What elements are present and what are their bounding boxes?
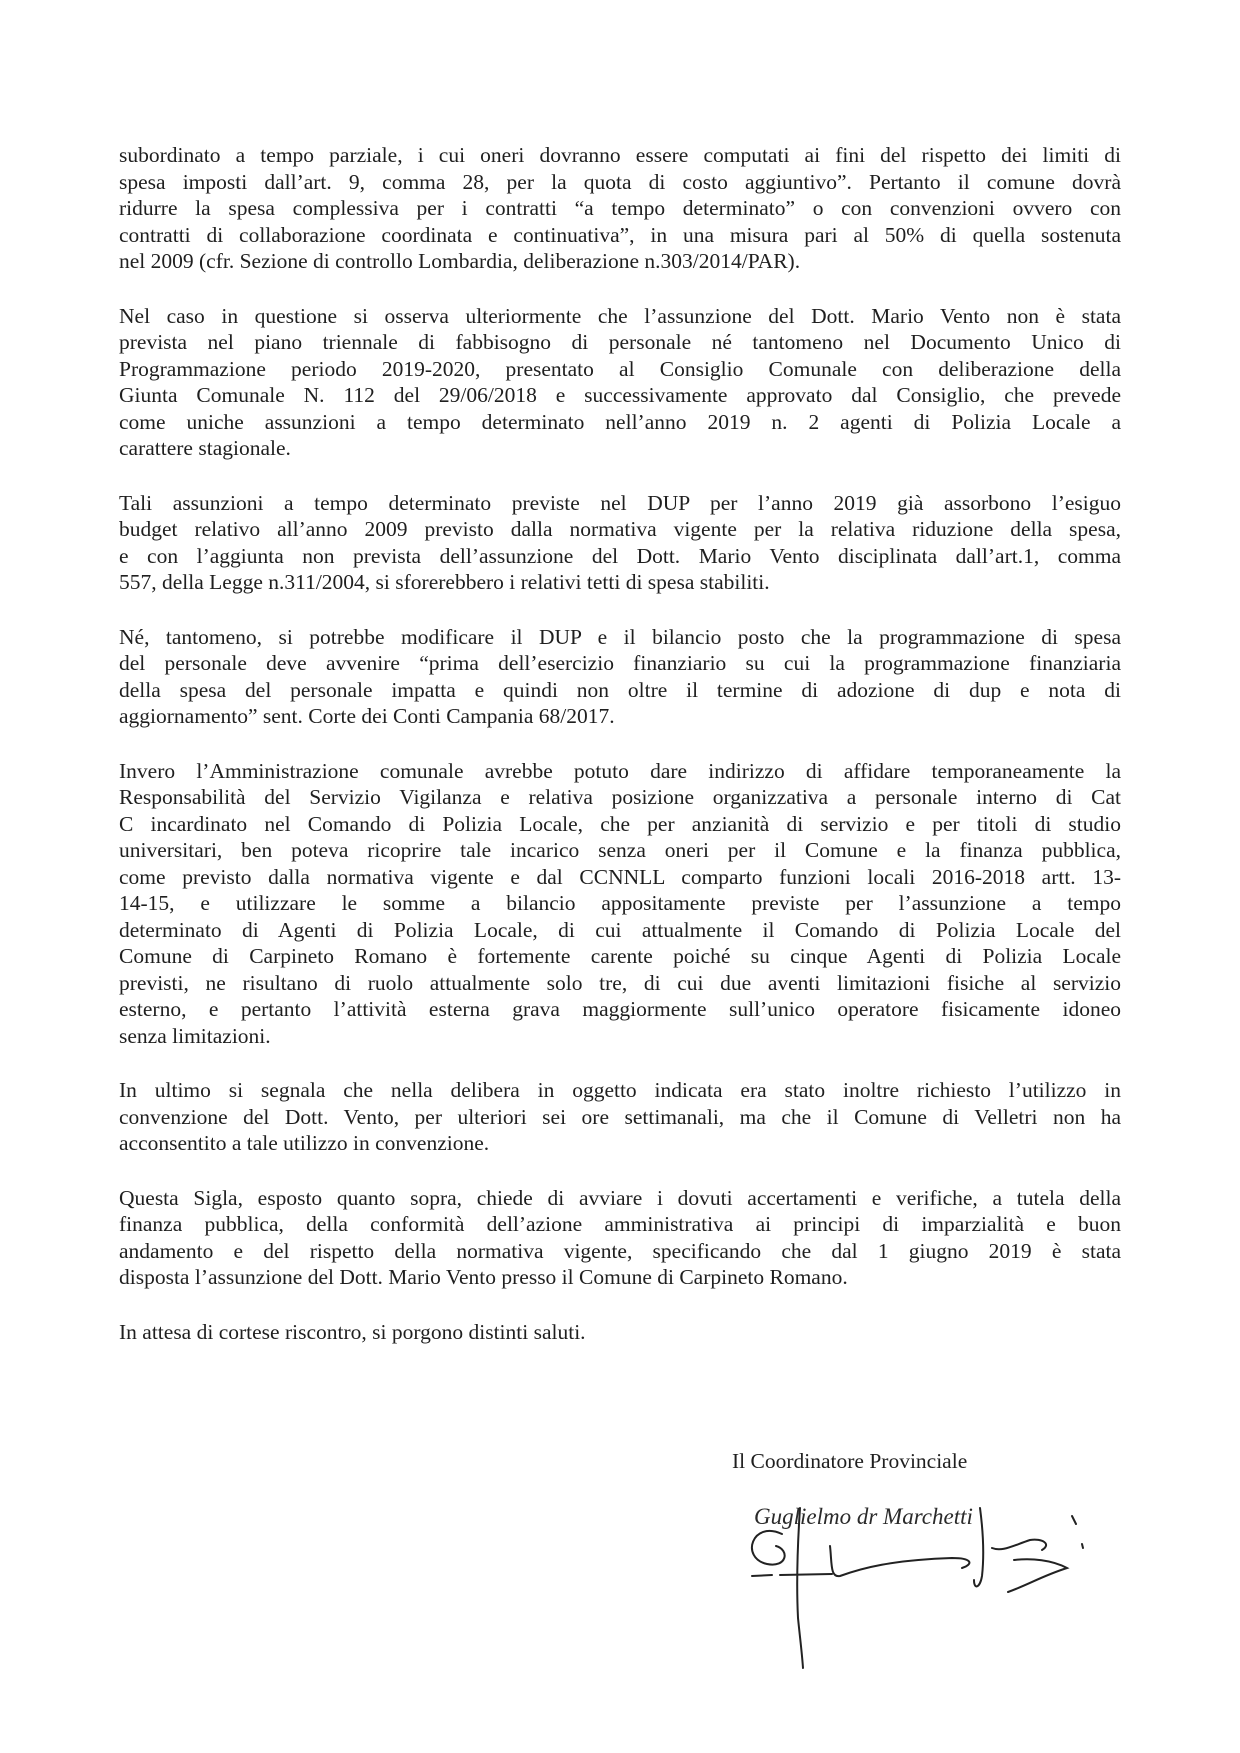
signatory-title: Il Coordinatore Provinciale — [732, 1449, 968, 1473]
paragraph — [119, 1077, 1121, 1157]
text-line: In ultimo si segnala che nella delibera in oggetto indicata era stato inoltre richiesto l’utilizzo in — [119, 1078, 1121, 1102]
text-line: Invero l’Amministrazione comunale avrebbe potuto dare indirizzo di affidare temporaneamente la — [119, 758, 1121, 783]
signatory-name: Guglielmo dr Marchetti — [754, 1504, 973, 1529]
text-line: andamento e del rispetto della normativa vigente, specificando che dal 1 giugno 2019 è stata — [119, 1238, 1121, 1263]
text-line: finanza pubblica, della conformità dell’azione amministrativa ai principi di imparzialità e buon — [119, 1212, 1121, 1236]
text-line: C incardinato nel Comando di Polizia Locale, che per anzianità di servizio e per titoli di studio — [119, 811, 1121, 836]
text-line: determinato di Agenti di Polizia Locale, di cui attualmente il Comando di Polizia Locale del — [119, 917, 1121, 942]
text-line: In attesa di cortese riscontro, si porgono distinti saluti. — [119, 1319, 586, 1344]
text-line: Giunta Comunale N. 112 del 29/06/2018 e successivamente approvato dal Consiglio, che prevede — [119, 383, 1121, 407]
text-line: carattere stagionale. — [119, 436, 291, 460]
text-line: Questa Sigla, esposto quanto sopra, chiede di avviare i dovuti accertamenti e verifiche, a tutela della — [119, 1185, 1121, 1210]
letter-body — [119, 142, 1121, 1373]
text-line: come uniche assunzioni a tempo determinato nell’anno 2019 n. 2 agenti di Polizia Locale a — [119, 409, 1121, 434]
paragraph — [119, 624, 1121, 730]
text-line: Tali assunzioni a tempo determinato previste nel DUP per l’anno 2019 già assorbono l’esiguo — [119, 490, 1121, 515]
handwritten-signature — [712, 1468, 1092, 1678]
text-line: acconsentito a tale utilizzo in convenzione. — [119, 1131, 490, 1155]
text-line: come previsto dalla normativa vigente e dal CCNNLL comparto funzioni locali 2016-2018 artt. 13- — [119, 864, 1121, 889]
paragraph — [119, 758, 1121, 1050]
text-line: senza limitazioni. — [119, 1023, 271, 1048]
paragraph — [119, 303, 1121, 462]
signature-block — [732, 1448, 1152, 1668]
text-line: del personale deve avvenire “prima dell’esercizio finanziario su cui la programmazione finanziaria — [119, 651, 1121, 675]
text-line: disposta l’assunzione del Dott. Mario Vento presso il Comune di Carpineto Romano. — [119, 1265, 848, 1289]
text-line: 14-15, e utilizzare le somme a bilancio appositamente previste per l’assunzione a tempo — [119, 891, 1121, 915]
text-line: spesa imposti dall’art. 9, comma 28, per la quota di costo aggiuntivo”. Pertanto il comune dovrà — [119, 169, 1121, 194]
text-line: subordinato a tempo parziale, i cui oneri dovranno essere computati ai fini del rispetto dei limiti di — [119, 143, 1121, 167]
text-line: ridurre la spesa complessiva per i contratti “a tempo determinato” o con convenzioni ovvero con — [119, 196, 1121, 220]
text-line: budget relativo all’anno 2009 previsto dalla normativa vigente per la relativa riduzione della spesa, — [119, 517, 1121, 541]
text-line: universitari, ben poteva ricoprire tale incarico senza oneri per il Comune e la finanza pubblica, — [119, 838, 1121, 862]
paragraph — [119, 1319, 1121, 1346]
text-line: Né, tantomeno, si potrebbe modificare il DUP e il bilancio posto che la programmazione di spesa — [119, 624, 1121, 649]
text-line: convenzione del Dott. Vento, per ulteriori sei ore settimanali, ma che il Comune di Velletri non ha — [119, 1104, 1121, 1129]
text-line: e con l’aggiunta non prevista dell’assunzione del Dott. Mario Vento disciplinata dall’art.1, comma — [119, 543, 1121, 568]
paragraph — [119, 142, 1121, 275]
paragraph — [119, 490, 1121, 596]
text-line: Programmazione periodo 2019-2020, presentato al Consiglio Comunale con deliberazione della — [119, 356, 1121, 381]
text-line: Nel caso in questione si osserva ulteriormente che l’assunzione del Dott. Mario Vento non è stata — [119, 303, 1121, 328]
paragraph — [119, 1185, 1121, 1291]
text-line: contratti di collaborazione coordinata e continuativa”, in una misura pari al 50% di quella sostenuta — [119, 222, 1121, 247]
text-line: previsti, ne risultano di ruolo attualmente solo tre, di cui due aventi limitazioni fisiche al servizio — [119, 970, 1121, 995]
text-line: nel 2009 (cfr. Sezione di controllo Lombardia, deliberazione n.303/2014/PAR). — [119, 249, 801, 273]
text-line: Responsabilità del Servizio Vigilanza e relativa posizione organizzativa a personale interno di Cat — [119, 785, 1121, 809]
text-line: esterno, e pertanto l’attività esterna grava maggiormente sull’unico operatore fisicamente idoneo — [119, 997, 1121, 1021]
text-line: prevista nel piano triennale di fabbisogno di personale né tantomeno nel Documento Unico di — [119, 330, 1121, 354]
text-line: Comune di Carpineto Romano è fortemente carente poiché su cinque Agenti di Polizia Locale — [119, 944, 1121, 968]
text-line: della spesa del personale impatta e quindi non oltre il termine di adozione di dup e nota di — [119, 677, 1121, 702]
text-line: aggiornamento” sent. Corte dei Conti Campania 68/2017. — [119, 704, 615, 728]
text-line: 557, della Legge n.311/2004, si sforerebbero i relativi tetti di spesa stabiliti. — [119, 570, 770, 594]
